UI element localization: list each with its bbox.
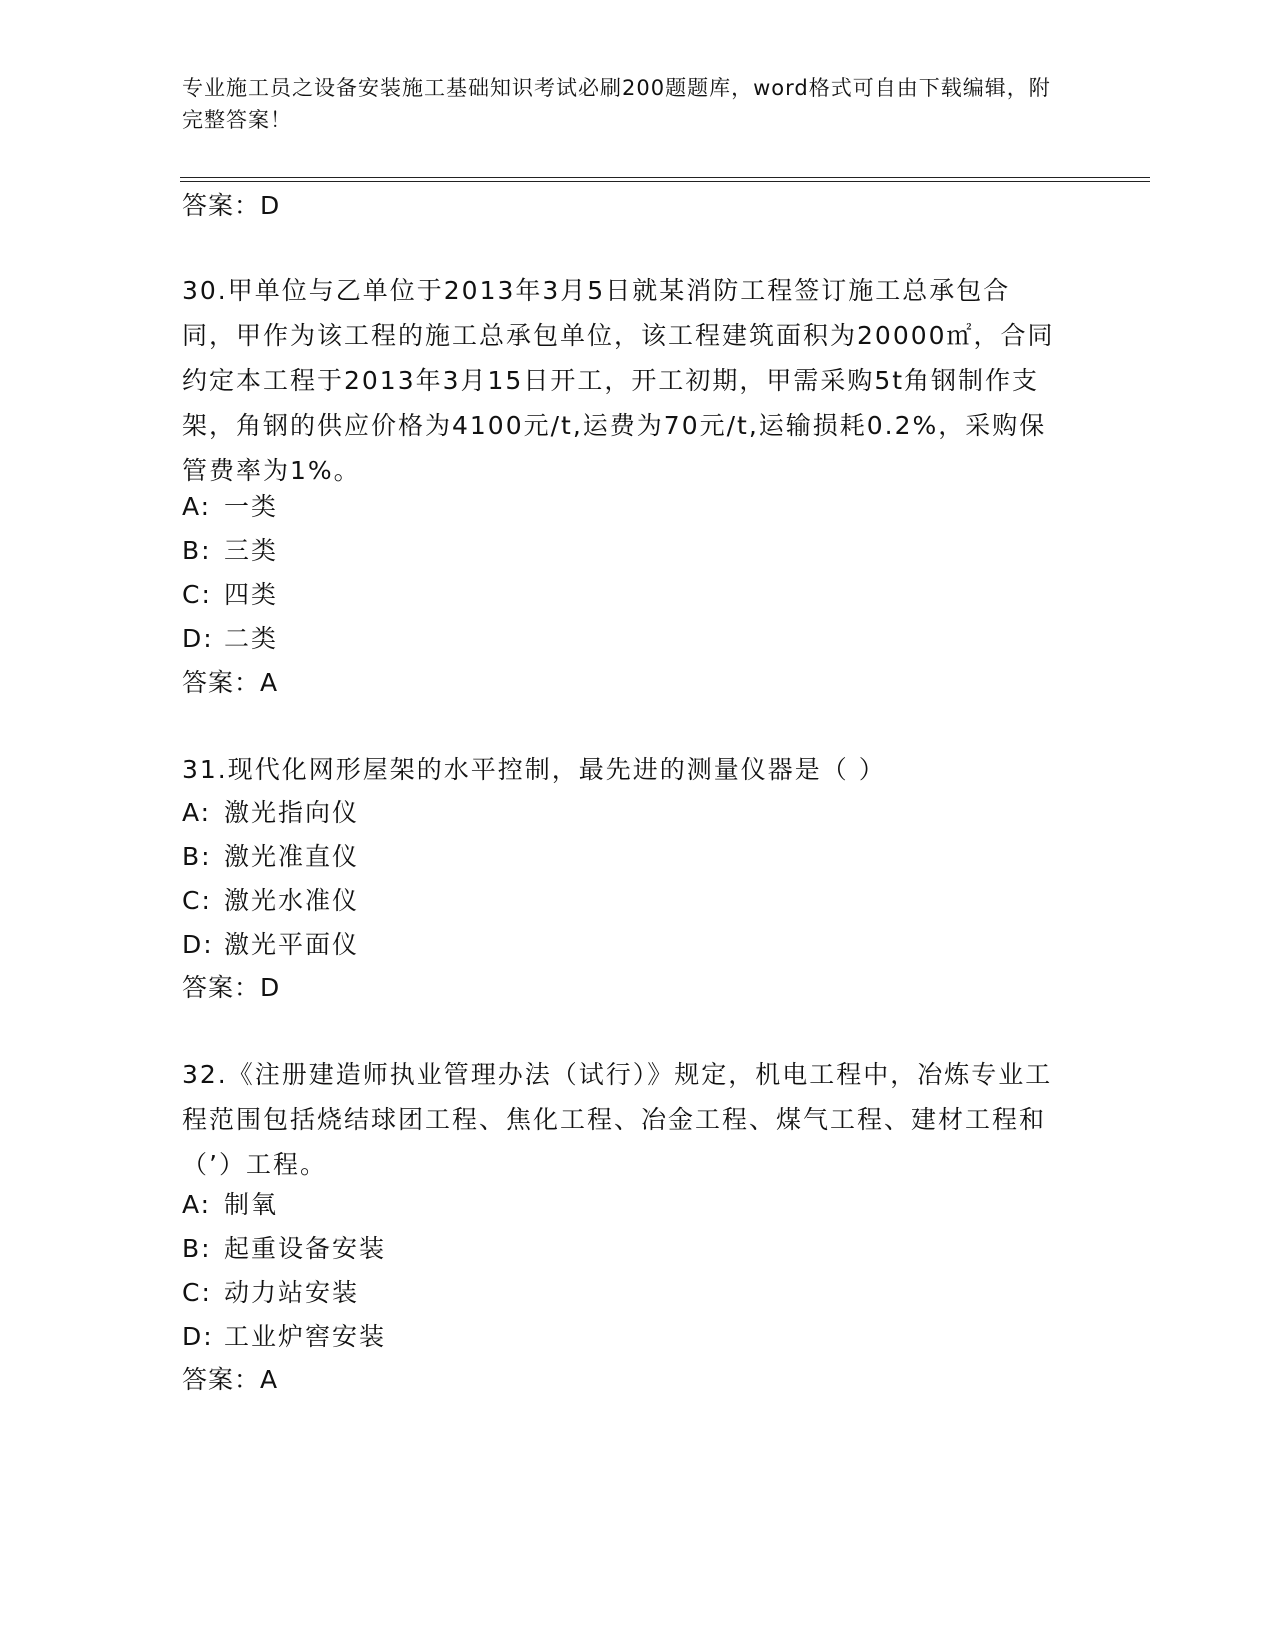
question-30-option-a xyxy=(182,490,278,524)
option-letter: D: xyxy=(182,930,214,959)
option-letter: A: xyxy=(182,1190,212,1219)
question-32-option-c xyxy=(182,1276,359,1310)
option-text: 三类 xyxy=(224,536,279,565)
option-letter: C: xyxy=(182,1278,212,1307)
option-letter: D: xyxy=(182,1322,214,1351)
option-text: 激光水准仪 xyxy=(224,886,360,915)
question-32-answer: 答案：A xyxy=(182,1365,279,1394)
option-letter: B: xyxy=(182,842,212,871)
option-letter: B: xyxy=(182,536,212,565)
question-31-stem: 31.现代化网形屋架的水平控制，最先进的测量仪器是（ ） xyxy=(182,755,886,784)
option-text: 激光准直仪 xyxy=(224,842,360,871)
option-text: 四类 xyxy=(224,580,279,609)
option-text: 起重设备安装 xyxy=(224,1234,387,1263)
question-31-option-c xyxy=(182,884,359,918)
option-text: 激光平面仪 xyxy=(224,930,360,959)
page-header: 专业施工员之设备安装施工基础知识考试必刷200题题库，word格式可自由下载编辑，附完整答案！ xyxy=(182,76,1051,132)
previous-answer: 答案：D xyxy=(182,191,281,220)
option-letter: C: xyxy=(182,886,212,915)
option-text: 一类 xyxy=(224,492,279,521)
header-rule-bottom xyxy=(180,181,1150,182)
question-32-option-b xyxy=(182,1232,386,1266)
option-text: 工业炉窖安装 xyxy=(224,1322,387,1351)
question-30-answer: 答案：A xyxy=(182,668,279,697)
question-32-stem: 32.《注册建造师执业管理办法（试行）》规定，机电工程中，冶炼专业工程范围包括烧结球团工程、焦化工程、冶金工程、煤气工程、建材工程和（’）工程。 xyxy=(182,1060,1053,1179)
question-30-stem: 30.甲单位与乙单位于2013年3月5日就某消防工程签订施工总承包合同，甲作为该工程的施工总承包单位，该工程建筑面积为20000㎡，合同约定本工程于2013年3月15日开工，开工初期，甲需采购5t角钢制作支架，角钢的供应价格为4100元/t,运费为70元/t,运输损耗0.2%，采购保管费率为1%。 xyxy=(182,276,1055,485)
option-text: 动力站安装 xyxy=(224,1278,360,1307)
option-text: 制氧 xyxy=(224,1190,279,1219)
option-text: 激光指向仪 xyxy=(224,798,360,827)
option-letter: C: xyxy=(182,580,212,609)
option-letter: A: xyxy=(182,798,212,827)
question-31-option-b xyxy=(182,840,359,874)
question-32-option-a xyxy=(182,1188,278,1222)
question-30-option-c xyxy=(182,578,278,612)
question-31-option-d xyxy=(182,928,359,962)
option-letter: A: xyxy=(182,492,212,521)
option-letter: D: xyxy=(182,624,214,653)
option-text: 二类 xyxy=(224,624,279,653)
question-30-option-d xyxy=(182,622,278,656)
question-30-option-b xyxy=(182,534,278,568)
header-rule-top xyxy=(180,177,1150,178)
question-31-option-a xyxy=(182,796,359,830)
question-31-answer: 答案：D xyxy=(182,973,281,1002)
option-letter: B: xyxy=(182,1234,212,1263)
question-32-option-d xyxy=(182,1320,386,1354)
